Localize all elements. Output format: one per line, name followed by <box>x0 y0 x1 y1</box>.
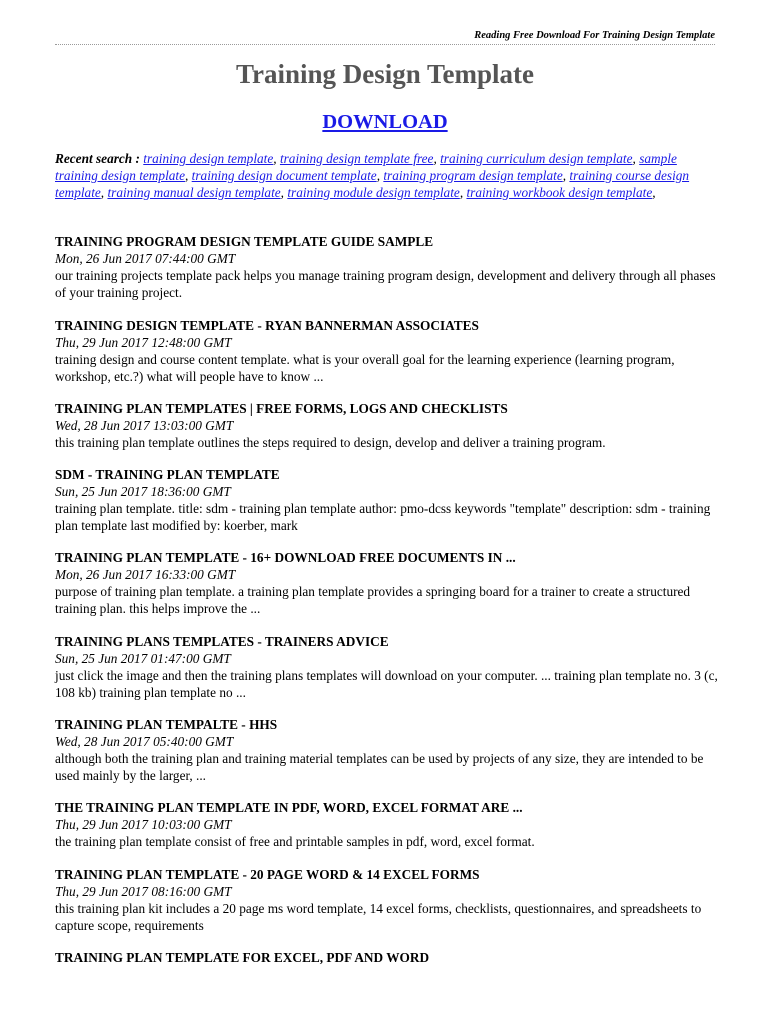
result-snippet: training design and course content template. what is your overall goal for the learning experience (learning program, workshop, etc.?) what will people have to know ... <box>55 352 675 384</box>
result-entry <box>55 633 720 701</box>
page-title: Training Design Template <box>235 59 535 89</box>
result-title: TRAINING PLAN TEMPLATE - 20 PAGE WORD & 14 EXCEL FORMS <box>55 867 480 882</box>
result-title: SDM - TRAINING PLAN TEMPLATE <box>55 467 280 482</box>
recent-search: Recent search : training design template, training design template free, training curriculum design template, sample training design template, training design document template, training program design template, training course design template, training manual design template, training module design template, training workbook design template, <box>55 151 690 200</box>
result-snippet: purpose of training plan template. a training plan template provides a springing board for a trainer to create a structured training plan. this helps improve the ... <box>55 584 691 616</box>
result-title: TRAINING DESIGN TEMPLATE - RYAN BANNERMAN ASSOCIATES <box>55 318 479 333</box>
header-divider <box>55 44 715 45</box>
recent-search-link[interactable]: training program design template <box>383 168 563 183</box>
result-date: Wed, 28 Jun 2017 13:03:00 GMT <box>55 418 234 433</box>
result-snippet: training plan template. title: sdm - training plan template author: pmo-dcss keywords "template" description: sdm - training plan template last modified by: koerber, mark <box>55 501 711 533</box>
recent-search-link[interactable]: training design template free <box>279 151 434 166</box>
recent-search-link[interactable]: training manual design template <box>107 185 281 200</box>
recent-search-link[interactable]: training module design template <box>287 185 460 200</box>
recent-search-link[interactable]: training design template <box>143 151 274 166</box>
result-date: Sun, 25 Jun 2017 18:36:00 GMT <box>55 484 231 499</box>
result-title: TRAINING PLAN TEMPLATE FOR EXCEL, PDF AND WORD <box>55 950 430 965</box>
result-entry <box>55 400 720 451</box>
result-title: TRAINING PLANS TEMPLATES - TRAINERS ADVICE <box>55 634 389 649</box>
result-date: Thu, 29 Jun 2017 12:48:00 GMT <box>55 335 232 350</box>
recent-search-label: Recent search : <box>55 151 140 166</box>
result-entry <box>55 949 720 966</box>
result-entry <box>55 866 720 934</box>
result-date: Thu, 29 Jun 2017 08:16:00 GMT <box>55 884 232 899</box>
result-snippet: although both the training plan and training material templates can be used by projects of any size, they are intended to be used mainly by the larger, ... <box>55 751 704 783</box>
result-entry <box>55 466 720 534</box>
result-snippet: our training projects template pack helps you manage training program design, development and delivery through all phases of your training project. <box>55 268 716 300</box>
download-link[interactable]: DOWNLOAD <box>322 111 448 133</box>
result-title: TRAINING PLAN TEMPALTE - HHS <box>55 717 278 732</box>
result-snippet: the training plan template consist of free and printable samples in pdf, word, excel format. <box>55 834 535 849</box>
result-title: TRAINING PROGRAM DESIGN TEMPLATE GUIDE SAMPLE <box>55 234 434 249</box>
result-date: Mon, 26 Jun 2017 16:33:00 GMT <box>55 567 236 582</box>
result-title: TRAINING PLAN TEMPLATES | FREE FORMS, LOGS AND CHECKLISTS <box>55 401 508 416</box>
result-entry <box>55 233 720 301</box>
result-entry <box>55 549 720 617</box>
result-date: Mon, 26 Jun 2017 07:44:00 GMT <box>55 251 236 266</box>
recent-search-link[interactable]: training course design template <box>55 168 690 200</box>
result-entry <box>55 716 720 784</box>
result-title: TRAINING PLAN TEMPLATE - 16+ DOWNLOAD FREE DOCUMENTS IN ... <box>55 550 516 565</box>
recent-search-link[interactable]: training workbook design template <box>466 185 653 200</box>
recent-search-link[interactable]: sample training design template <box>55 151 677 183</box>
recent-search-link[interactable]: training design document template <box>191 168 377 183</box>
result-entry <box>55 799 720 850</box>
result-date: Wed, 28 Jun 2017 05:40:00 GMT <box>55 734 234 749</box>
recent-search-link[interactable]: training curriculum design template <box>440 151 633 166</box>
running-header: Reading Free Download For Training Design Template <box>474 30 715 41</box>
result-title: THE TRAINING PLAN TEMPLATE IN PDF, WORD, EXCEL FORMAT ARE ... <box>55 800 523 815</box>
result-snippet: just click the image and then the training plans templates will download on your computer. ... training plan template no. 3 (c, 108 kb) training plan template no ... <box>55 668 718 700</box>
result-date: Sun, 25 Jun 2017 01:47:00 GMT <box>55 651 231 666</box>
result-snippet: this training plan template outlines the steps required to design, develop and deliver a training program. <box>55 435 606 450</box>
result-entry <box>55 317 720 385</box>
result-snippet: this training plan kit includes a 20 page ms word template, 14 excel forms, checklists, questionnaires, and spreadsheets to capture scope, requirements <box>55 901 702 933</box>
result-date: Thu, 29 Jun 2017 10:03:00 GMT <box>55 817 232 832</box>
